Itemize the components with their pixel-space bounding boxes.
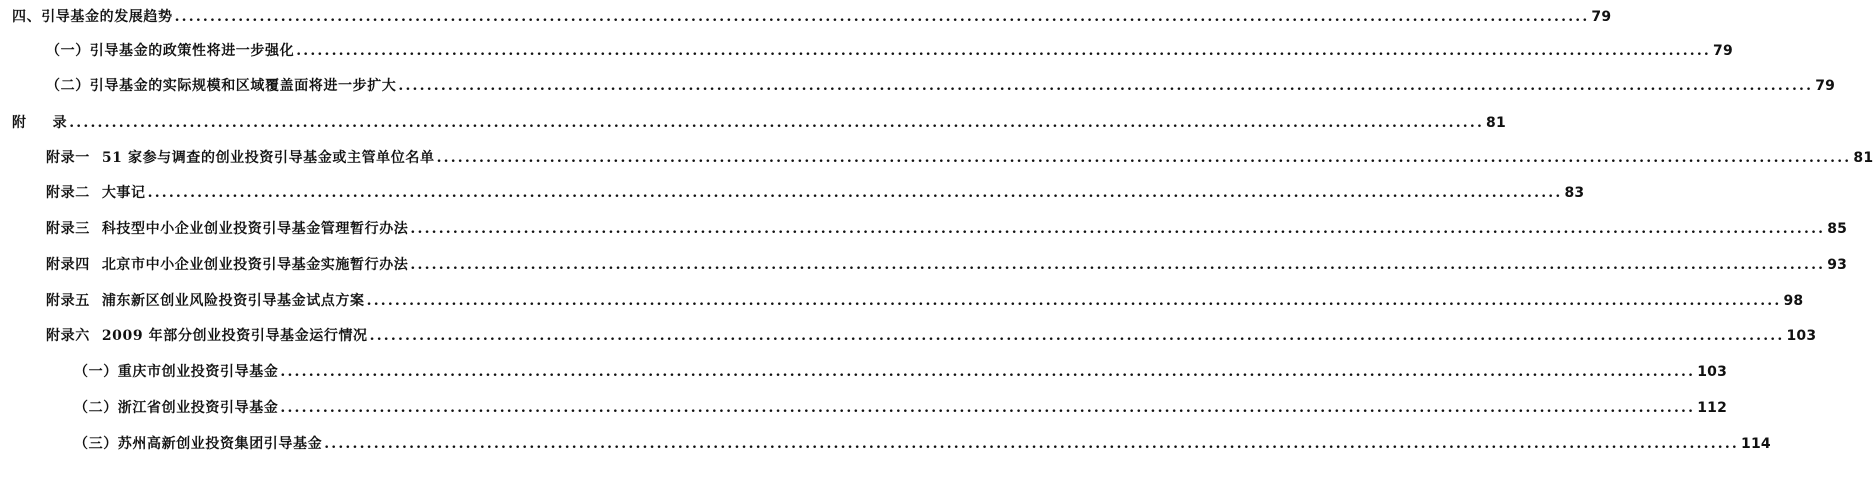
- toc-leader-dots: ........................................................................................................................................................................................................: [436, 150, 1852, 166]
- toc-page-number: 112: [1697, 400, 1728, 416]
- toc-entry-label: （二）浙江省创业投资引导基金: [74, 400, 279, 416]
- toc-page-number: 79: [1591, 9, 1612, 25]
- toc-entry-label-wrap: [46, 149, 435, 167]
- toc-entry-label: （一）重庆市创业投资引导基金: [74, 364, 279, 380]
- toc-page-number: 79: [1713, 43, 1733, 59]
- toc-entry-zhejiang-fund[interactable]: [74, 399, 1728, 417]
- toc-entry-label: （二）引导基金的实际规模和区域覆盖面将进一步扩大: [46, 78, 397, 94]
- toc-entry-label-wrap: [46, 292, 365, 310]
- toc-entry-label: 51 家参与调查的创业投资引导基金或主管单位名单: [101, 150, 435, 166]
- toc-entry-development-trends[interactable]: [12, 8, 1612, 26]
- toc-entry-appendix-2[interactable]: [46, 184, 1585, 202]
- toc-entry-prefix: 附录五: [46, 293, 90, 309]
- toc-entry-prefix: 附录三: [46, 221, 90, 237]
- toc-entry-prefix: 附录一: [46, 150, 90, 166]
- toc-leader-dots: ........................................................................................................................................................................................................: [280, 364, 1696, 380]
- toc-entry-prefix: 附录六: [46, 328, 90, 344]
- toc-page-number: 79: [1815, 78, 1836, 94]
- toc-page-number: 98: [1783, 293, 1804, 309]
- toc-entry-prefix: 附录二: [46, 185, 90, 201]
- toc-entry-appendix[interactable]: [12, 114, 1506, 132]
- toc-page-number: 93: [1827, 257, 1848, 273]
- toc-entry-appendix-5[interactable]: [46, 292, 1804, 310]
- toc-entry-label-wrap: [12, 114, 67, 132]
- toc-entry-suzhou-fund[interactable]: [74, 435, 1771, 453]
- toc-entry-appendix-3[interactable]: [46, 220, 1848, 238]
- toc-entry-scale-expand[interactable]: [46, 77, 1836, 95]
- toc-entry-label: 大事记: [101, 185, 146, 201]
- toc-page-number: 81: [1486, 115, 1506, 131]
- toc-leader-dots: ........................................................................................................................................................................................................: [69, 115, 1485, 131]
- toc-entry-label: 浦东新区创业风险投资引导基金试点方案: [101, 293, 365, 309]
- toc-entry-label: 科技型中小企业创业投资引导基金管理暂行办法: [101, 221, 409, 237]
- toc-page-number: 103: [1697, 364, 1728, 380]
- toc-leader-dots: ........................................................................................................................................................................................................: [410, 221, 1826, 237]
- toc-entry-appendix-6[interactable]: [46, 327, 1817, 345]
- toc-entry-prefix: 附: [12, 115, 27, 131]
- toc-entry-label-wrap: [46, 220, 408, 238]
- toc-leader-dots: ........................................................................................................................................................................................................: [324, 436, 1740, 452]
- toc-page-number: 85: [1827, 221, 1848, 237]
- toc-leader-dots: ........................................................................................................................................................................................................: [174, 9, 1590, 25]
- toc-page-number: 114: [1741, 436, 1771, 452]
- toc-entry-label: 录: [52, 115, 68, 131]
- toc-leader-dots: ........................................................................................................................................................................................................: [280, 400, 1696, 416]
- toc-leader-dots: ........................................................................................................................................................................................................: [296, 43, 1712, 59]
- toc-leader-dots: ........................................................................................................................................................................................................: [366, 293, 1782, 309]
- toc-entry-label-wrap: [46, 184, 146, 202]
- toc-entry-prefix: 附录四: [46, 257, 90, 273]
- toc-leader-dots: ........................................................................................................................................................................................................: [369, 328, 1785, 344]
- toc-entry-chongqing-fund[interactable]: [74, 363, 1728, 381]
- toc-page-number: 81: [1853, 150, 1873, 166]
- toc-entry-label: 2009 年部分创业投资引导基金运行情况: [101, 328, 368, 344]
- toc-page-number: 103: [1786, 328, 1817, 344]
- toc-leader-dots: ........................................................................................................................................................................................................: [147, 185, 1563, 201]
- toc-entry-appendix-1[interactable]: [46, 149, 1873, 167]
- toc-leader-dots: ........................................................................................................................................................................................................: [410, 257, 1826, 273]
- toc-entry-label: （一）引导基金的政策性将进一步强化: [46, 43, 295, 59]
- toc-entry-appendix-4[interactable]: [46, 256, 1848, 274]
- toc-leader-dots: ........................................................................................................................................................................................................: [398, 78, 1814, 94]
- toc-entry-label: 北京市中小企业创业投资引导基金实施暂行办法: [101, 257, 409, 273]
- toc-entry-label: 四、引导基金的发展趋势: [12, 9, 173, 25]
- toc-page-number: 83: [1564, 185, 1585, 201]
- toc-entry-label: （三）苏州高新创业投资集团引导基金: [74, 436, 323, 452]
- toc-entry-policy-strengthen[interactable]: [46, 42, 1733, 60]
- toc-entry-label-wrap: [46, 327, 368, 345]
- toc-entry-label-wrap: [46, 256, 408, 274]
